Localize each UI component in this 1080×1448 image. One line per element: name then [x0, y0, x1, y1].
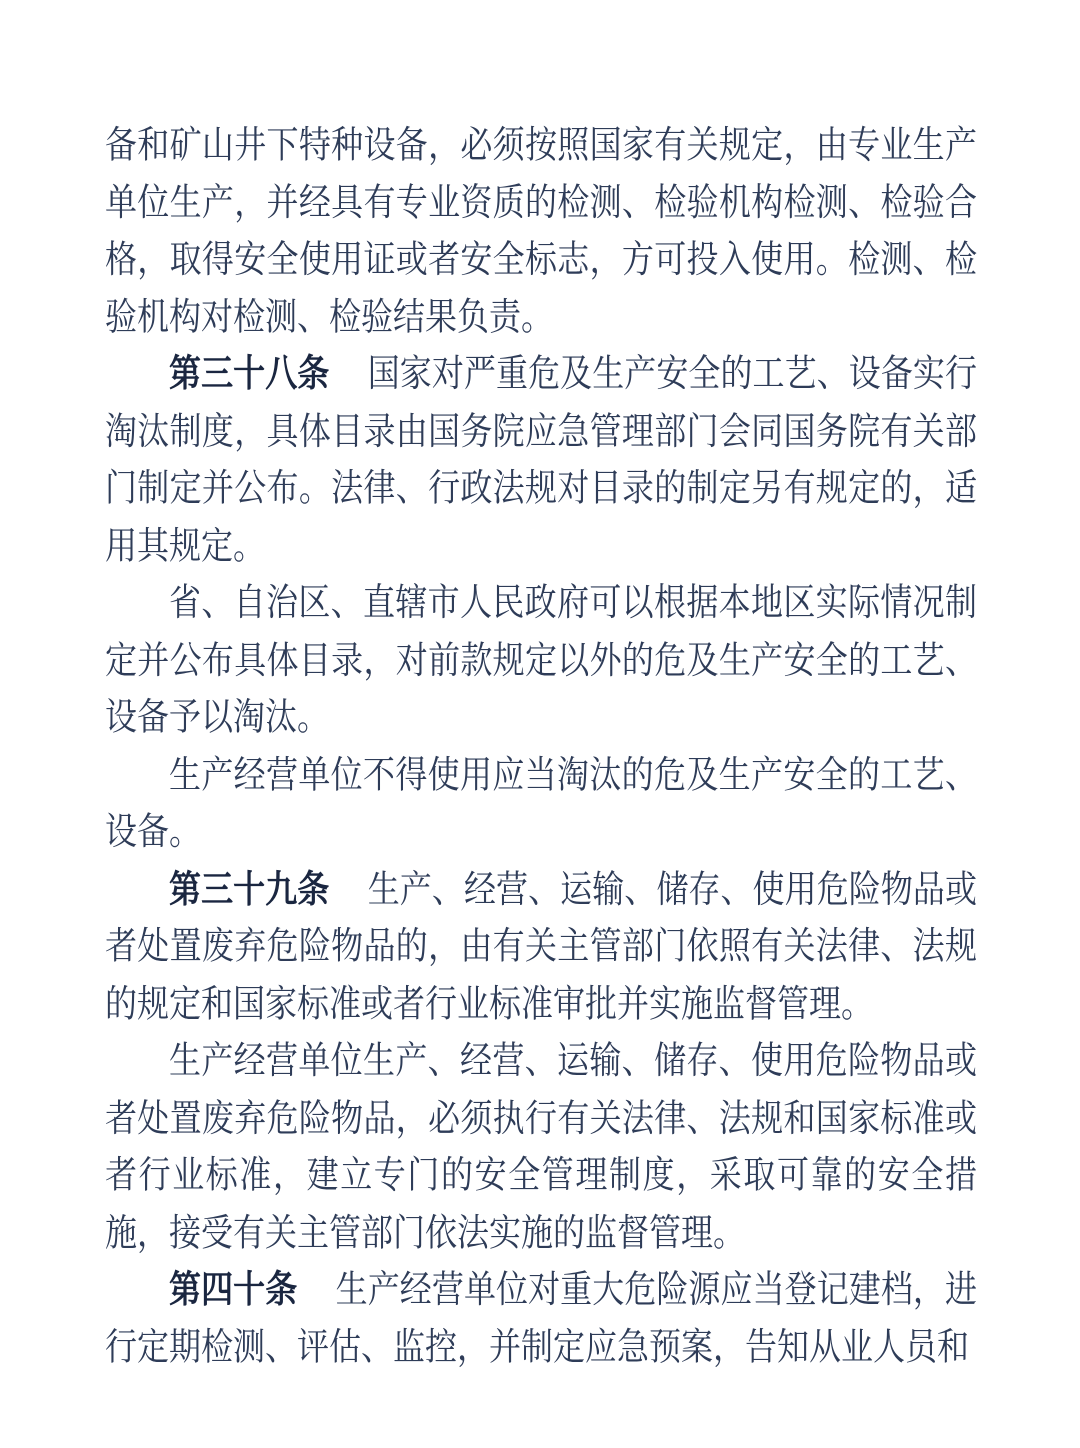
paragraph: [105, 1261, 977, 1375]
paragraph-text: 国家对严重危及生产安全的工艺、设备实行淘汰制度，具体目录由国务院应急管理部门会同国务院有关部门制定并公布。法律、行政法规对目录的制定另有规定的，适用其规定。: [105, 352, 977, 567]
paragraph: [105, 345, 977, 574]
paragraph-text: 备和矿山井下特种设备，必须按照国家有关规定，由专业生产单位生产，并经具有专业资质的检测、检验机构检测、检验合格，取得安全使用证或者安全标志，方可投入使用。检测、检验机构对检测、检验结果负责。: [105, 123, 977, 338]
paragraph-text: 省、自治区、直辖市人民政府可以根据本地区实际情况制定并公布具体目录，对前款规定以外的危及生产安全的工艺、设备予以淘汰。: [105, 580, 977, 738]
paragraph-text: 生产、经营、运输、储存、使用危险物品或者处置废弃危险物品的，由有关主管部门依照有关法律、法规的规定和国家标准或者行业标准审批并实施监督管理。: [105, 867, 977, 1025]
paragraph: [105, 746, 977, 860]
paragraph: [105, 574, 977, 746]
paragraph: [105, 860, 977, 1032]
article-number-label: 第四十条: [169, 1267, 298, 1311]
article-number-label: 第三十九条: [169, 867, 330, 910]
document-text-block: [105, 116, 977, 1375]
paragraph: [105, 116, 977, 345]
article-number-label: 第三十八条: [169, 352, 330, 395]
paragraph-text: 生产经营单位不得使用应当淘汰的危及生产安全的工艺、设备。: [105, 752, 977, 853]
paragraph-text: 生产经营单位生产、经营、运输、储存、使用危险物品或者处置废弃危险物品，必须执行有关法律、法规和国家标准或者行业标准，建立专门的安全管理制度，采取可靠的安全措施，接受有关主管部门依法实施的监督管理。: [105, 1038, 977, 1253]
paragraph-text: 生产经营单位对重大危险源应当登记建档，进行定期检测、评估、监控，并制定应急预案，告知从业人员和: [105, 1267, 977, 1368]
paragraph: [105, 1032, 977, 1261]
